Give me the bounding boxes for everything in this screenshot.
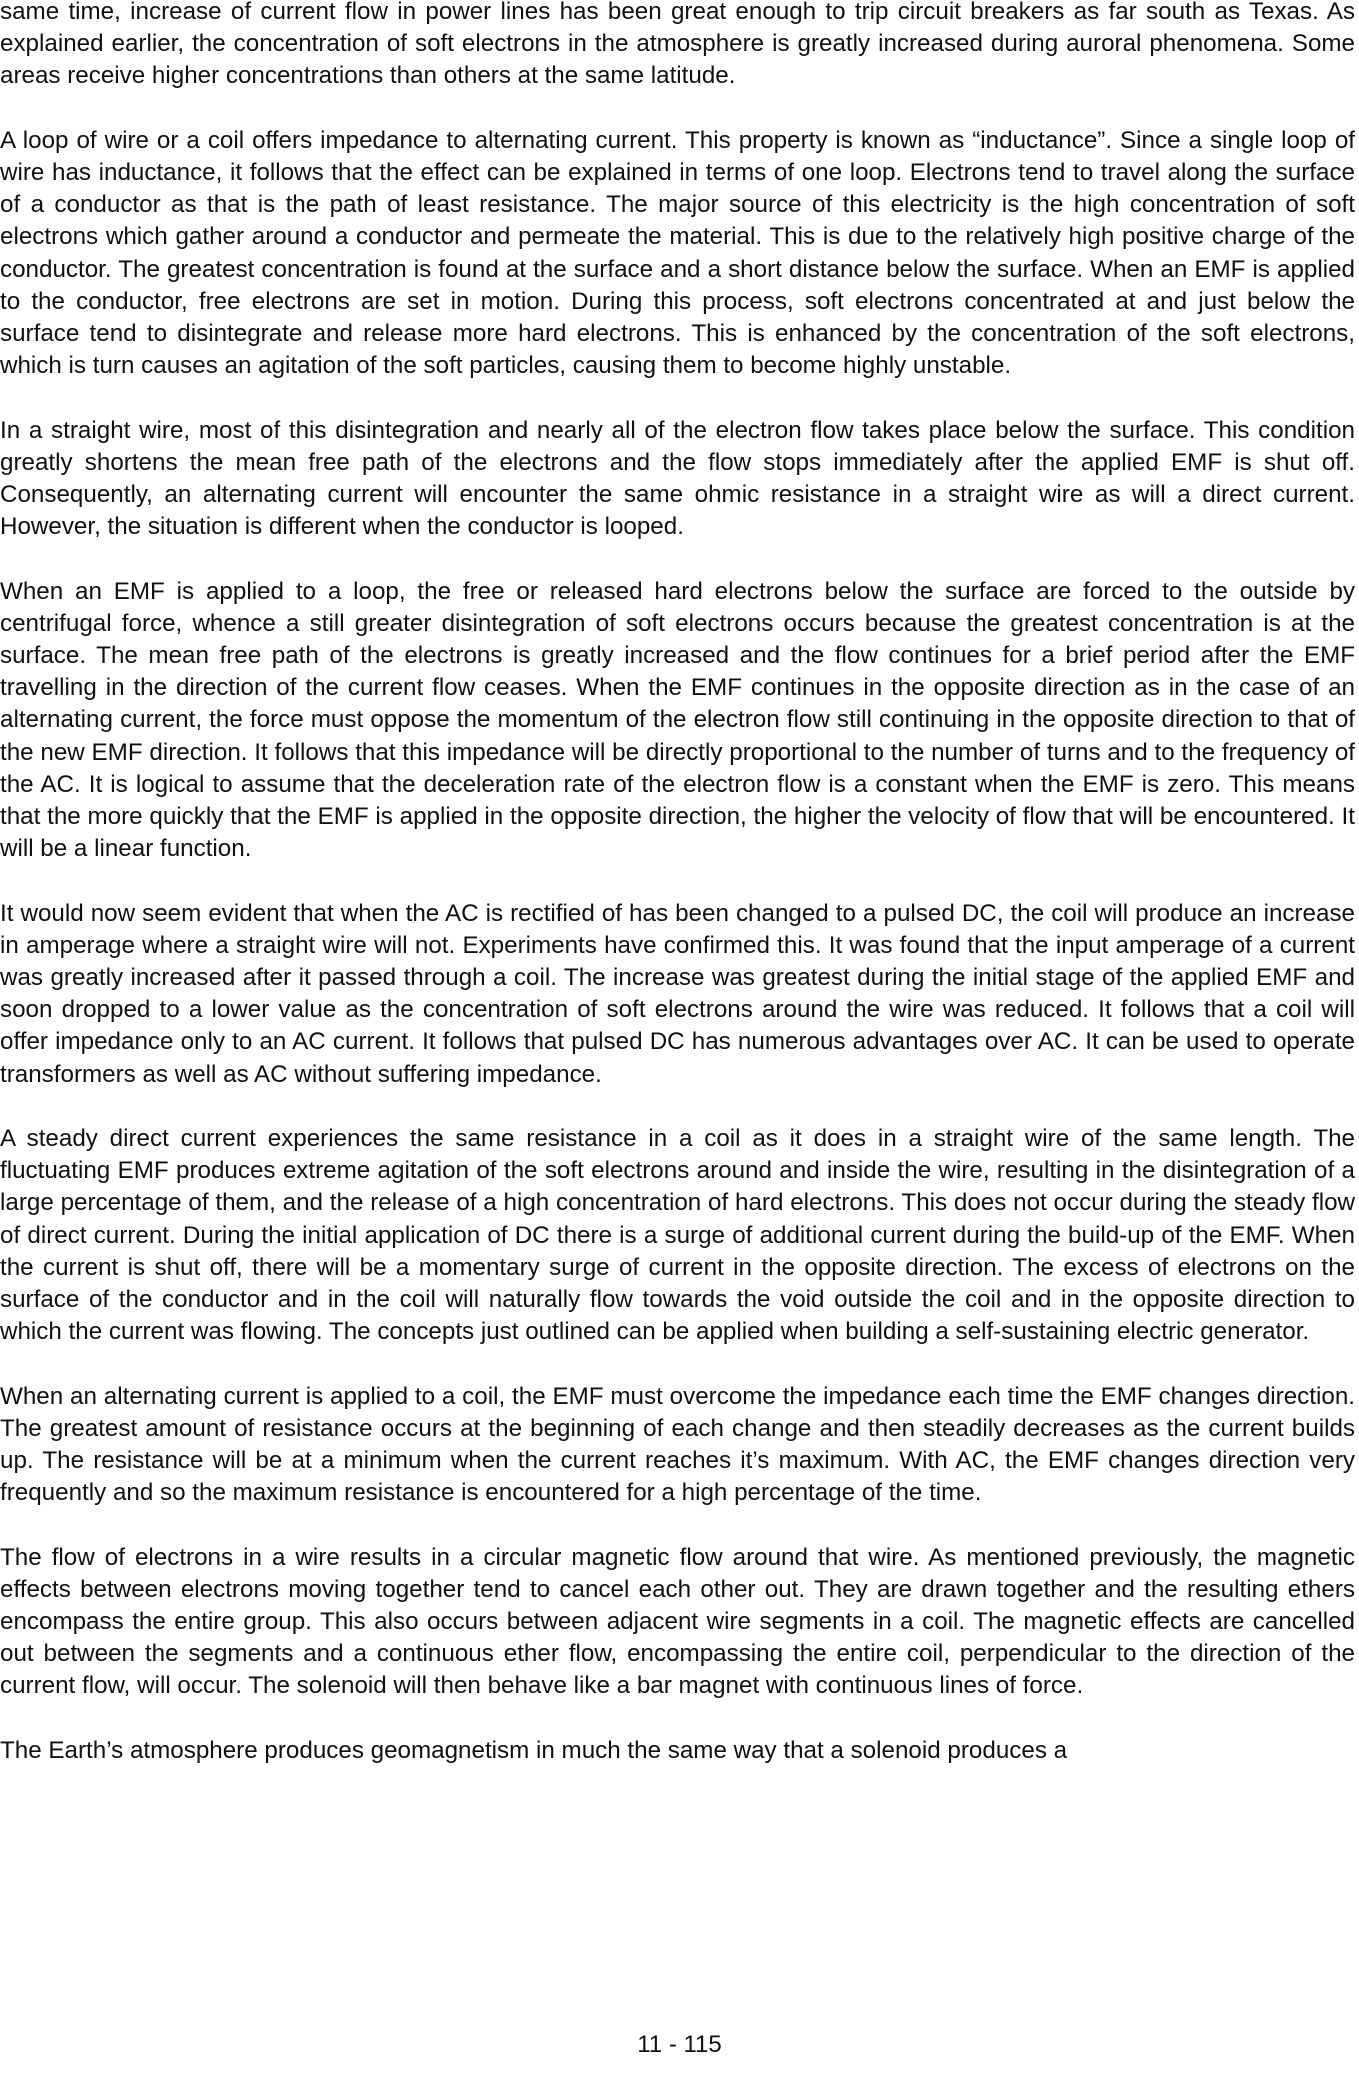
paragraph-8: The flow of electrons in a wire results in a circular magnetic flow around that wire. As mentioned previously, the magnetic effects between electrons moving together tend to cancel each other out. They are drawn together and the resulting ethers encompass the entire group. This also occurs between adjacent wire segments in a coil. The magnetic effects are cancelled out between the segments and a continuous ether flow, encompassing the entire coil, perpendicular to the direction of the current flow, will occur. The solenoid will then behave like a bar magnet with continuous lines of force. [0,1543,1355,1700]
paragraph-7: When an alternating current is applied to a coil, the EMF must overcome the impedance each time the EMF changes direction. The greatest amount of resistance occurs at the beginning of each change and then steadily decreases as the current builds up. The resistance will be at a minimum when the current reaches it’s maximum. With AC, the EMF changes direction very frequently and so the maximum resistance is encountered for a high percentage of the time. [0,1382,1355,1507]
paragraph-2: A loop of wire or a coil offers impedance to alternating current. This property is known as “inductance”. Since a single loop of wire has inductance, it follows that the effect can be explained in terms of one loop. Electrons tend to travel along the surface of a conductor as that is the path of least resistance. The major source of this electricity is the high concentration of soft electrons which gather around a conductor and permeate the material. This is due to the relatively high positive charge of the conductor. The greatest concentration is found at the surface and a short distance below the surface. When an EMF is applied to the conductor, free electrons are set in motion. During this process, soft electrons concentrated at and just below the surface tend to disintegrate and release more hard electrons. This is enhanced by the concentration of the soft electrons, which is turn causes an agitation of the soft particles, causing them to become highly unstable. [0,126,1355,380]
paragraph-1: same time, increase of current flow in power lines has been great enough to trip circuit breakers as far south as Texas. As explained earlier, the concentration of soft electrons in the atmosphere is greatly increased during auroral phenomena. Some areas receive higher concentrations than others at the same latitude. [0,0,1355,90]
paragraph-4: When an EMF is applied to a loop, the free or released hard electrons below the surface are forced to the outside by centrifugal force, whence a still greater disintegration of soft electrons occurs because the greatest concentration is at the surface. The mean free path of the electrons is greatly increased and the flow continues for a brief period after the EMF travelling in the direction of the current flow ceases. When the EMF continues in the opposite direction as in the case of an alternating current, the force must oppose the momentum of the electron flow still continuing in the opposite direction to that of the new EMF direction. It follows that this impedance will be directly proportional to the number of turns and to the frequency of the AC. It is logical to assume that the deceleration rate of the electron flow is a constant when the EMF is zero. This means that the more quickly that the EMF is applied in the opposite direction, the higher the velocity of flow that will be encountered. It will be a linear function. [0,577,1355,863]
paragraph-5: It would now seem evident that when the AC is rectified of has been changed to a pulsed DC, the coil will produce an increase in amperage where a straight wire will not. Experiments have confirmed this. It was found that the input amperage of a current was greatly increased after it passed through a coil. The increase was greatest during the initial stage of the applied EMF and soon dropped to a lower value as the concentration of soft electrons around the wire was reduced. It follows that a coil will offer impedance only to an AC current. It follows that pulsed DC has numerous advantages over AC. It can be used to operate transformers as well as AC without suffering impedance. [0,899,1355,1088]
paragraph-3: In a straight wire, most of this disintegration and nearly all of the electron flow takes place below the surface. This condition greatly shortens the mean free path of the electrons and the flow stops immediately after the applied EMF is shut off. Consequently, an alternating current will encounter the same ohmic resistance in a straight wire as will a direct current. However, the situation is different when the conductor is looped. [0,416,1355,541]
page-number: 11 - 115 [637,2031,722,2058]
paragraph-6: A steady direct current experiences the same resistance in a coil as it does in a straight wire of the same length. The fluctuating EMF produces extreme agitation of the soft electrons around and inside the wire, resulting in the disintegration of a large percentage of them, and the release of a high concentration of hard electrons. This does not occur during the steady flow of direct current. During the initial application of DC there is a surge of additional current during the build-up of the EMF. When the current is shut off, there will be a momentary surge of current in the opposite direction. The excess of electrons on the surface of the conductor and in the coil will naturally flow towards the void outside the coil and in the opposite direction to which the current was flowing. The concepts just outlined can be applied when building a self-sustaining electric generator. [0,1125,1355,1346]
paragraph-9: The Earth’s atmosphere produces geomagnetism in much the same way that a solenoid produces a [0,1736,1068,1764]
